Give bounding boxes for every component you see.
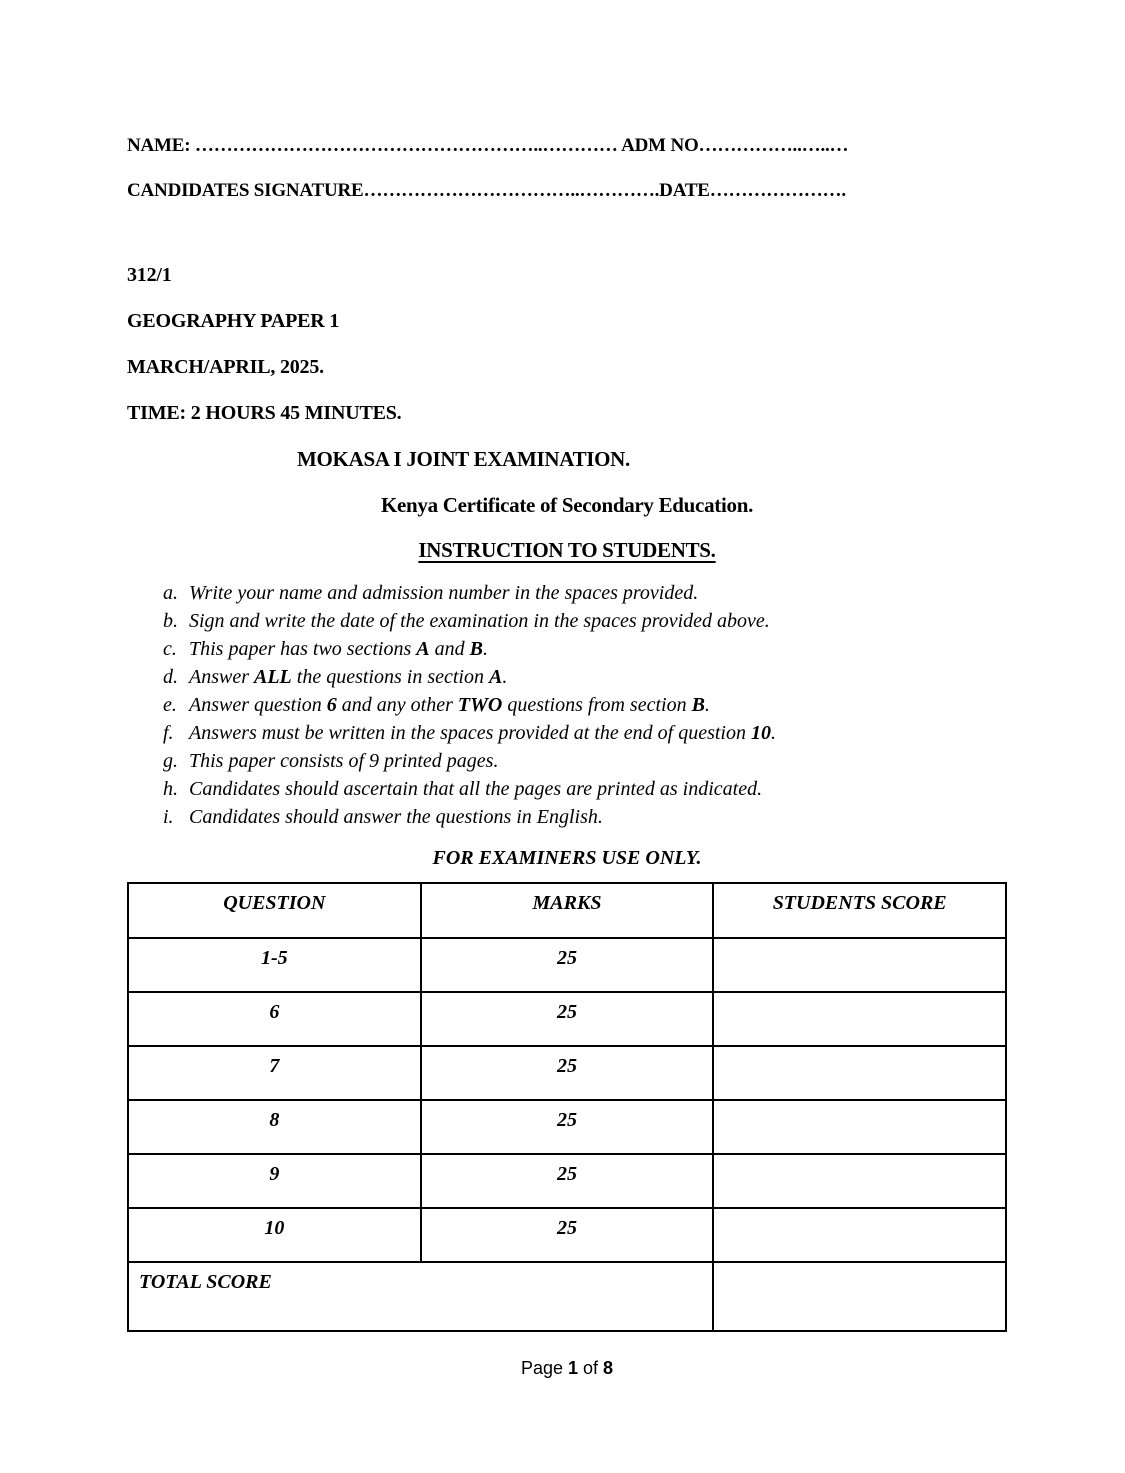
question-cell: 8 — [128, 1100, 421, 1154]
instruction-item-f — [127, 719, 1007, 747]
instruction-text: Answer ALL the questions in section A. — [189, 666, 508, 688]
list-marker: a. — [163, 582, 178, 604]
footer-of-word: of — [578, 1358, 604, 1378]
question-cell: 6 — [128, 992, 421, 1046]
question-cell: 1-5 — [128, 938, 421, 992]
instruction-item-h — [127, 775, 1007, 803]
footer-page-word: Page — [520, 1358, 568, 1378]
table-row — [128, 1046, 1006, 1100]
instruction-text: This paper has two sections A and B. — [189, 638, 488, 660]
score-cell — [713, 1046, 1006, 1100]
instruction-item-d — [127, 663, 1007, 691]
list-marker: i. — [163, 806, 174, 828]
total-score-row — [128, 1262, 1006, 1331]
instruction-list — [127, 579, 1007, 831]
footer-page-count: 8 — [603, 1358, 614, 1378]
score-cell — [713, 992, 1006, 1046]
instruction-text: Answers must be written in the spaces provided at the end of question 10. — [189, 722, 776, 744]
instruction-item-c — [127, 635, 1007, 663]
table-row — [128, 1154, 1006, 1208]
question-cell: 10 — [128, 1208, 421, 1262]
instruction-text: Sign and write the date of the examination in the spaces provided above. — [189, 610, 770, 632]
score-cell — [713, 938, 1006, 992]
total-score-cell — [713, 1262, 1006, 1331]
instruction-item-a — [127, 579, 1007, 607]
page-footer — [127, 1356, 1007, 1380]
list-marker: h. — [163, 778, 178, 800]
score-cell — [713, 1154, 1006, 1208]
certificate-title: Kenya Certificate of Secondary Education. — [380, 493, 754, 517]
marks-cell: 25 — [421, 1154, 714, 1208]
examiners-use-heading: FOR EXAMINERS USE ONLY. — [432, 847, 702, 869]
list-marker: f. — [163, 722, 174, 744]
footer-page-number: 1 — [568, 1358, 579, 1378]
page-content — [127, 0, 1007, 1380]
marks-cell: 25 — [421, 1046, 714, 1100]
marks-cell: 25 — [421, 1100, 714, 1154]
score-cell — [713, 1100, 1006, 1154]
question-cell: 9 — [128, 1154, 421, 1208]
examiners-table — [127, 882, 1007, 1332]
instruction-item-i — [127, 803, 1007, 831]
column-header-question: QUESTION — [128, 883, 421, 938]
instruction-item-e — [127, 691, 1007, 719]
list-marker: g. — [163, 750, 178, 772]
instruction-text: Candidates should ascertain that all the pages are printed as indicated. — [189, 778, 763, 800]
paper-name: GEOGRAPHY PAPER 1 — [127, 310, 340, 332]
instructions-heading: INSTRUCTION TO STUDENTS. — [418, 538, 716, 562]
instruction-item-b — [127, 607, 1007, 635]
table-row — [128, 1100, 1006, 1154]
signature-date-fillin-line: CANDIDATES SIGNATURE……………………………..………….DATE…………………. — [127, 180, 846, 201]
total-score-label: TOTAL SCORE — [128, 1262, 713, 1331]
marks-cell: 25 — [421, 938, 714, 992]
list-marker: e. — [163, 694, 177, 716]
list-marker: b. — [163, 610, 178, 632]
column-header-students-score: STUDENTS SCORE — [713, 883, 1006, 938]
marks-cell: 25 — [421, 992, 714, 1046]
name-fillin-line: NAME: ………………………………………………..………… ADM NO……………..…..… — [127, 135, 849, 156]
instruction-text: This paper consists of 9 printed pages. — [189, 750, 499, 772]
table-row — [128, 938, 1006, 992]
instruction-text: Write your name and admission number in the spaces provided. — [189, 582, 699, 604]
column-header-marks: MARKS — [421, 883, 714, 938]
score-cell — [713, 1208, 1006, 1262]
paper-code: 312/1 — [127, 264, 172, 286]
list-marker: d. — [163, 666, 178, 688]
exam-title: MOKASA I JOINT EXAMINATION. — [297, 447, 630, 471]
question-cell: 7 — [128, 1046, 421, 1100]
time-allowed: TIME: 2 HOURS 45 MINUTES. — [127, 402, 402, 424]
instruction-item-g — [127, 747, 1007, 775]
instruction-text: Answer question 6 and any other TWO questions from section B. — [189, 694, 710, 716]
table-row — [128, 992, 1006, 1046]
table-header-row — [128, 883, 1006, 938]
instruction-text: Candidates should answer the questions in English. — [189, 806, 603, 828]
list-marker: c. — [163, 638, 177, 660]
table-row — [128, 1208, 1006, 1262]
marks-cell: 25 — [421, 1208, 714, 1262]
exam-date: MARCH/APRIL, 2025. — [127, 356, 324, 378]
